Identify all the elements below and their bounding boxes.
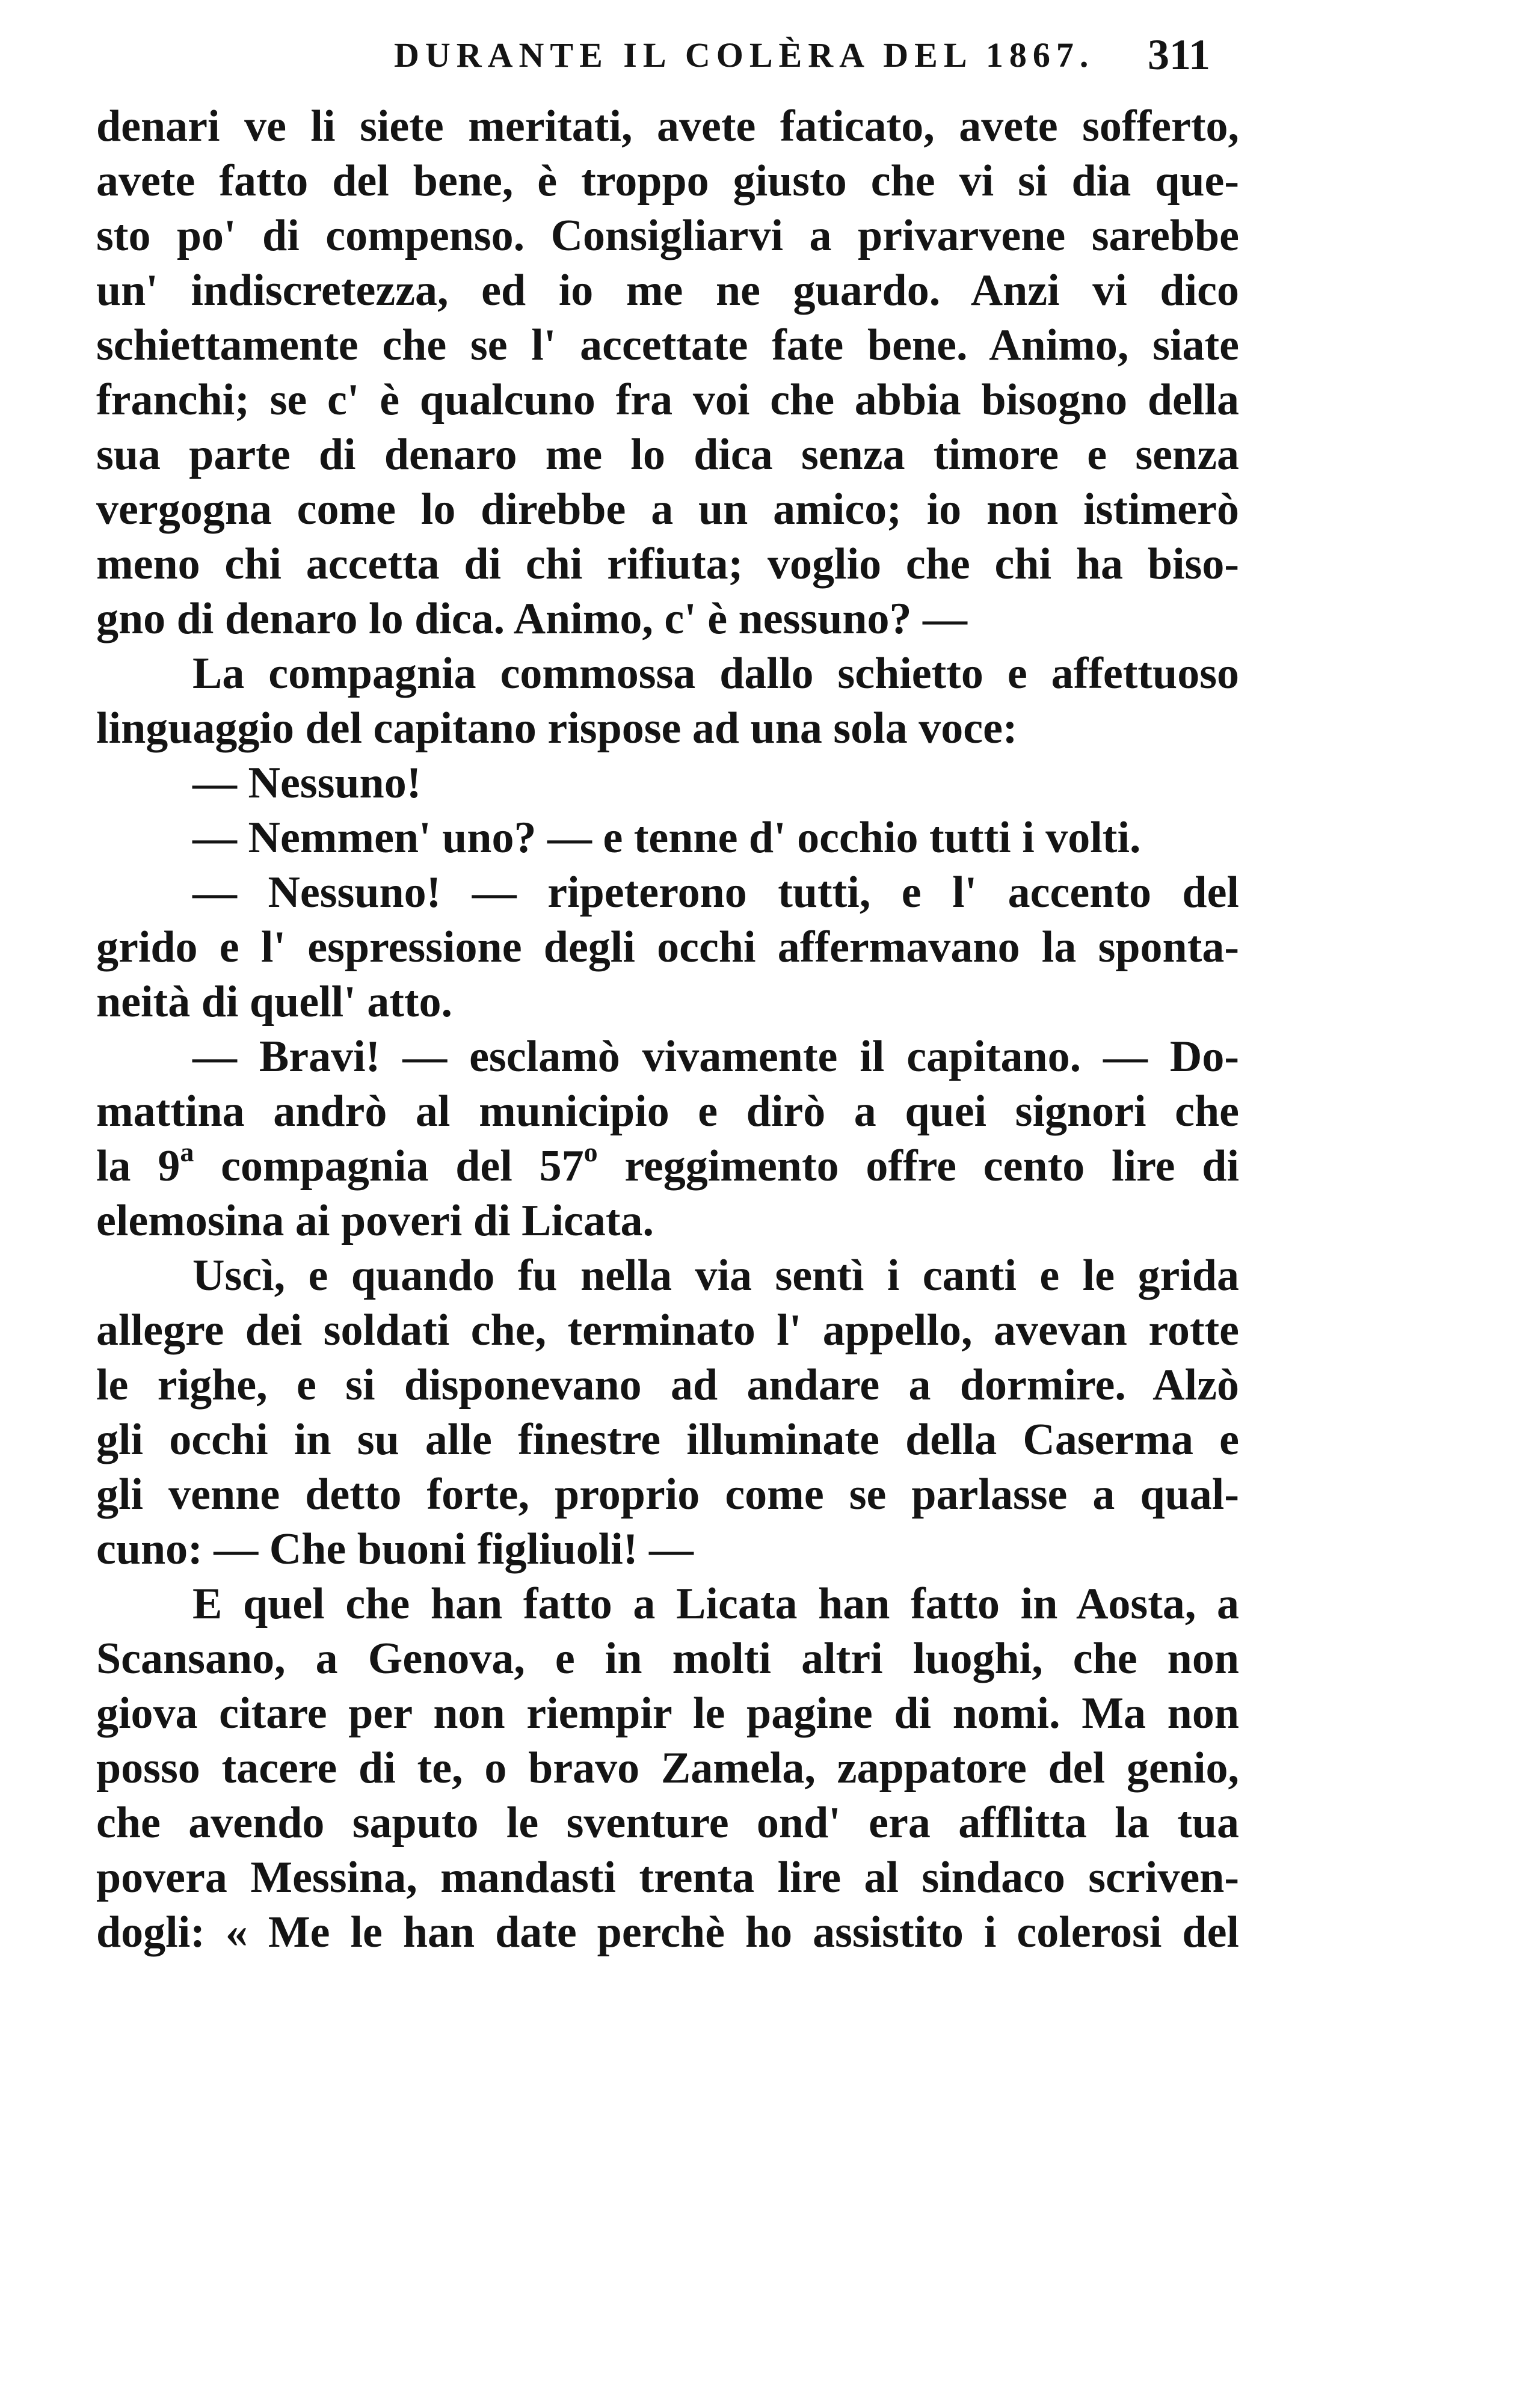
text-line: sto po' di compenso. Consigliarvi a privarvene sarebbe	[96, 211, 1239, 260]
text-line: sua parte di denaro me lo dica senza timore e senza	[96, 430, 1239, 479]
text-line: posso tacere di te, o bravo Zamela, zappatore del genio,	[96, 1743, 1239, 1793]
text-line: povera Messina, mandasti trenta lire al sindaco scriven-	[96, 1853, 1239, 1902]
text-line: gli venne detto forte, proprio come se parlasse a qual-	[96, 1470, 1239, 1519]
text-line: neità di quell' atto.	[96, 977, 453, 1027]
text-line: E quel che han fatto a Licata han fatto in Aosta, a	[192, 1579, 1239, 1629]
text-line: grido e l' espressione degli occhi affermavano la sponta-	[96, 923, 1239, 972]
text-line: cuno: — Che buoni figliuoli! —	[96, 1525, 694, 1574]
text-line: un' indiscretezza, ed io me ne guardo. Anzi vi dico	[96, 266, 1239, 315]
text-line: mattina andrò al municipio e dirò a quei signori che	[96, 1087, 1239, 1136]
text-line: — Bravi! — esclamò vivamente il capitano. — Do-	[192, 1032, 1239, 1081]
text-line: giova citare per non riempir le pagine di nomi. Ma non	[96, 1689, 1239, 1738]
text-line: — Nessuno!	[192, 758, 422, 808]
text-line: le righe, e si disponevano ad andare a dormire. Alzò	[96, 1360, 1239, 1410]
text-line: — Nessuno! — ripeterono tutti, e l' accento del	[192, 868, 1239, 917]
text-line: franchi; se c' è qualcuno fra voi che abbia bisogno della	[96, 375, 1239, 425]
ordinal-superscript: a	[180, 1137, 194, 1168]
text-line: Scansano, a Genova, e in molti altri luoghi, che non	[96, 1634, 1239, 1683]
text-line: dogli: « Me le han date perchè ho assistito i colerosi del	[96, 1908, 1239, 1957]
text-line: La compagnia commossa dallo schietto e affettuoso	[192, 649, 1239, 698]
text-line: vergogna come lo direbbe a un amico; io non istimerò	[96, 485, 1239, 534]
page-number: 311	[1148, 31, 1211, 79]
text-line: gno di denaro lo dica. Animo, c' è nessuno? —	[96, 594, 968, 643]
text-line: elemosina ai poveri di Licata.	[96, 1196, 654, 1245]
text-line: avete fatto del bene, è troppo giusto che vi si dia que-	[96, 156, 1239, 206]
running-head: DURANTE IL COLÈRA DEL 1867.	[394, 35, 1095, 75]
text-line: Uscì, e quando fu nella via sentì i canti e le grida	[192, 1251, 1239, 1300]
body-text	[96, 99, 1239, 1960]
text-line	[96, 1139, 1239, 1194]
page-header	[0, 17, 1517, 101]
text-segment: compagnia del 57	[194, 1141, 584, 1191]
text-line: gli occhi in su alle finestre illuminate della Caserma e	[96, 1415, 1239, 1464]
text-line: denari ve li siete meritati, avete faticato, avete sofferto,	[96, 102, 1239, 151]
text-line: che avendo saputo le sventure ond' era afflitta la tua	[96, 1798, 1239, 1847]
text-line: schiettamente che se l' accettate fate bene. Animo, siate	[96, 321, 1239, 370]
text-line: allegre dei soldati che, terminato l' appello, avevan rotte	[96, 1306, 1239, 1355]
text-line: linguaggio del capitano rispose ad una sola voce:	[96, 704, 1018, 753]
text-segment: reggimento offre cento lire di	[597, 1141, 1240, 1191]
text-segment: la 9	[96, 1141, 180, 1191]
text-line: — Nemmen' uno? — e tenne d' occhio tutti i volti.	[192, 813, 1141, 862]
text-line: meno chi accetta di chi rifiuta; voglio che chi ha biso-	[96, 539, 1239, 589]
ordinal-superscript: o	[583, 1137, 598, 1168]
